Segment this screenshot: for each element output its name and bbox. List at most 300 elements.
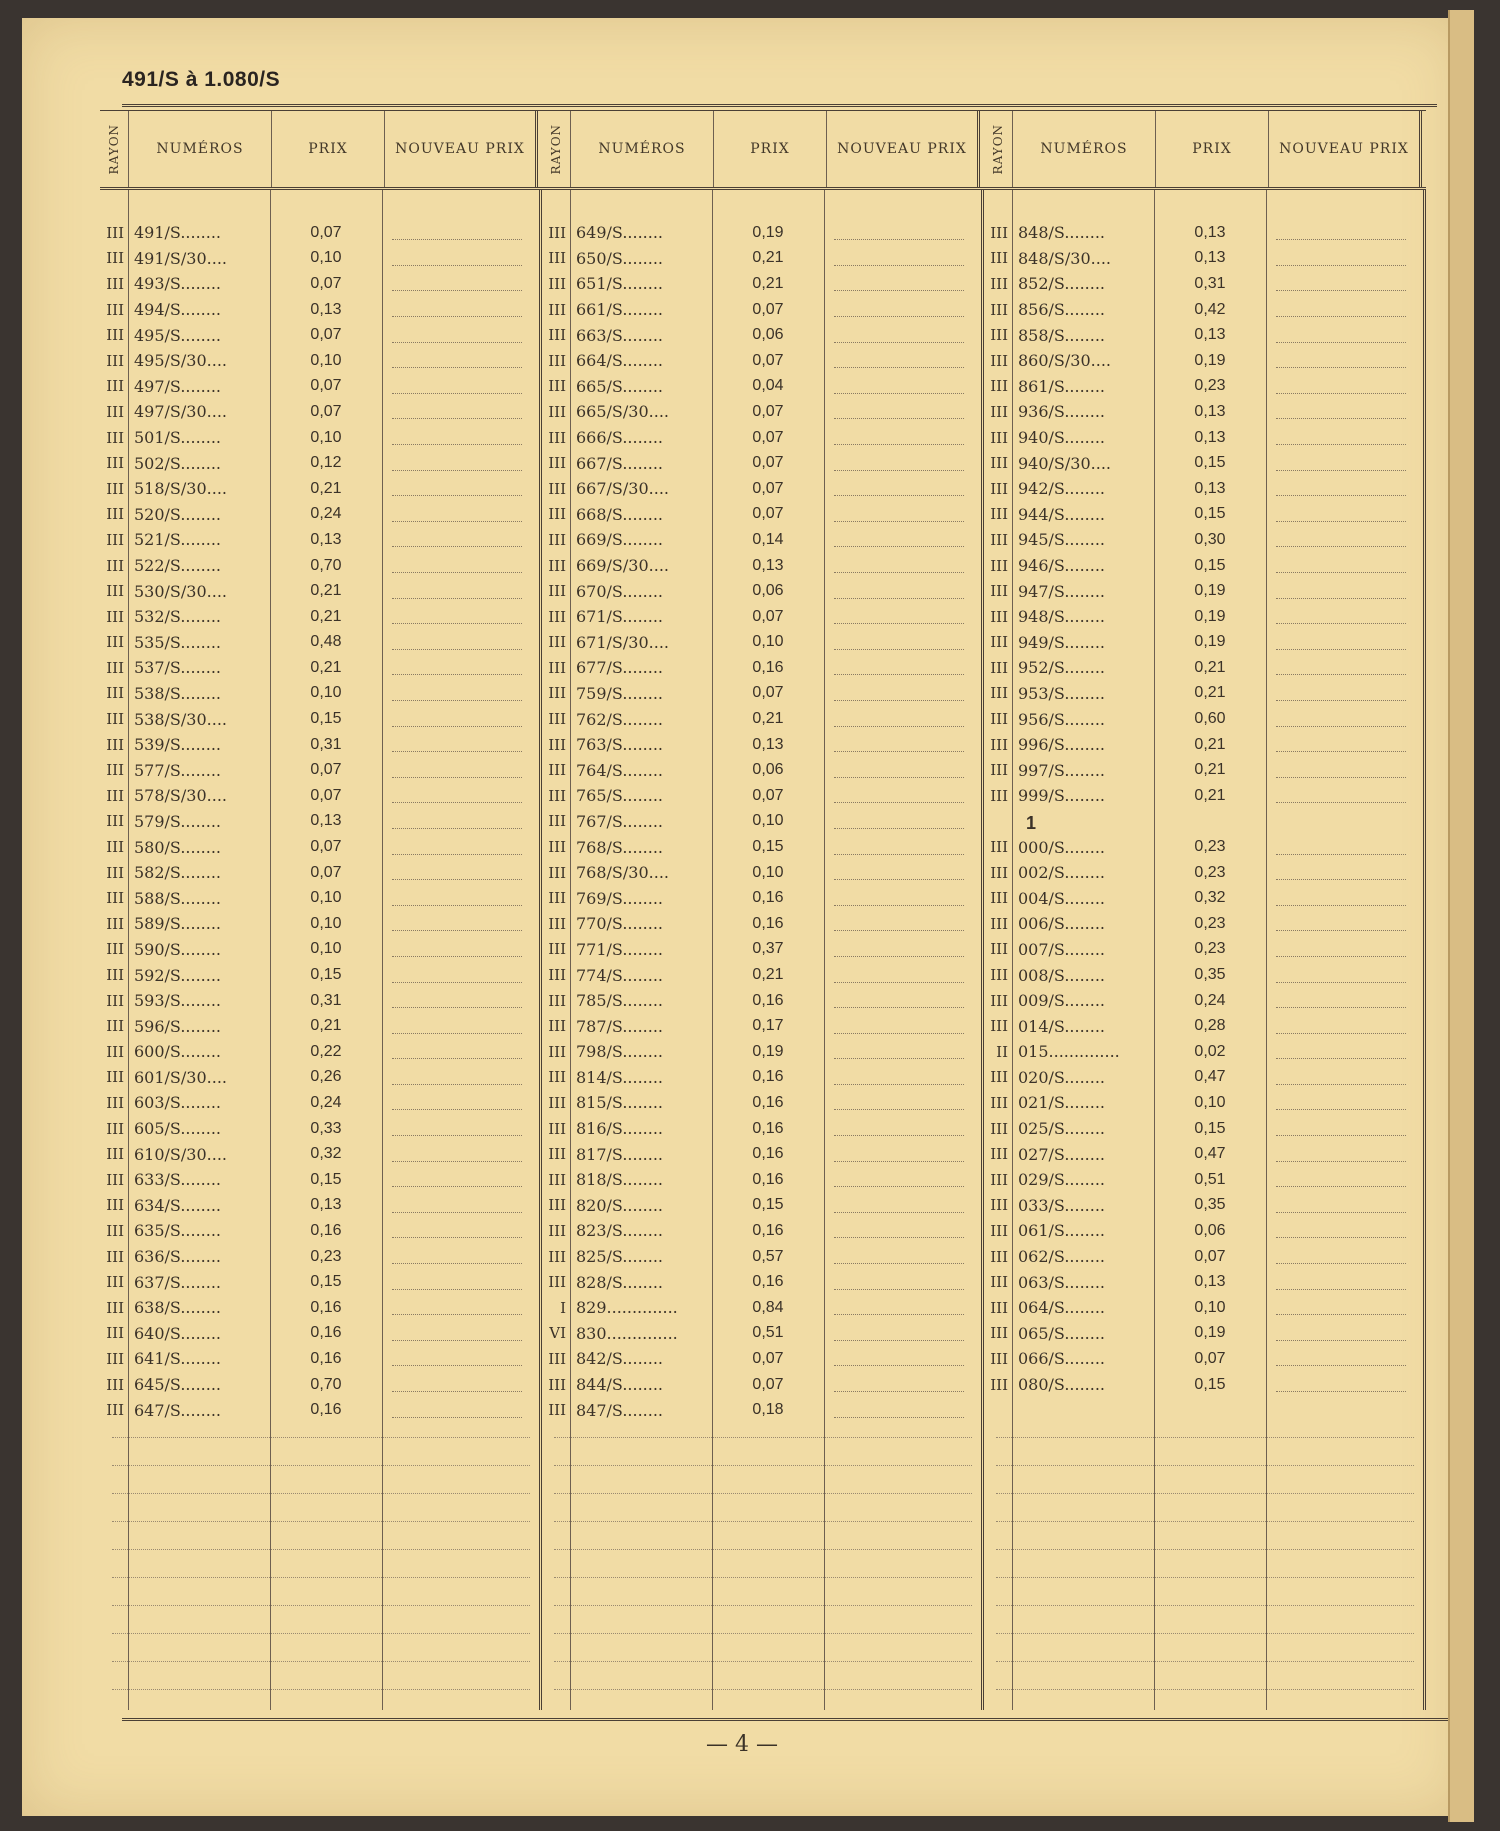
nouveau-prix-field[interactable] xyxy=(382,1070,532,1085)
table-row xyxy=(984,630,1426,656)
nouveau-prix-field[interactable] xyxy=(382,1121,532,1136)
nouveau-prix-field[interactable] xyxy=(382,763,532,778)
header-numeros: NUMÉROS xyxy=(571,111,714,187)
table-row xyxy=(984,1346,1426,1372)
table-row xyxy=(542,885,984,911)
nouveau-prix-field[interactable] xyxy=(1266,712,1416,727)
nouveau-prix-field[interactable] xyxy=(824,276,974,291)
rayon-cell: III xyxy=(548,326,566,345)
nouveau-prix-field[interactable] xyxy=(382,225,532,240)
nouveau-prix-field[interactable] xyxy=(1266,763,1416,778)
table-row xyxy=(984,425,1426,451)
nouveau-prix-field[interactable] xyxy=(1266,276,1416,291)
numero-cell: 861/S........ xyxy=(1018,376,1106,396)
table-row xyxy=(542,1065,984,1091)
nouveau-prix-field[interactable] xyxy=(382,379,532,394)
nouveau-prix-field[interactable] xyxy=(1266,456,1416,471)
nouveau-prix-field[interactable] xyxy=(824,1300,974,1315)
rayon-cell: III xyxy=(548,402,566,421)
table-row xyxy=(984,911,1426,937)
rayon-cell: III xyxy=(990,914,1008,933)
nouveau-prix-field[interactable] xyxy=(382,1019,532,1034)
numero-cell: 665/S/30.... xyxy=(576,402,669,422)
numero-cell: 999/S........ xyxy=(1018,786,1106,806)
top-rule xyxy=(122,104,1437,107)
prix-cell: 0,07 xyxy=(310,761,342,779)
page-number: — 4 — xyxy=(706,1732,778,1757)
table-row xyxy=(100,1244,542,1270)
rayon-cell: III xyxy=(990,402,1008,421)
rayon-cell: III xyxy=(548,1401,566,1420)
numero-cell: 029/S........ xyxy=(1018,1170,1106,1190)
numero-cell: 828/S........ xyxy=(576,1272,664,1292)
nouveau-prix-field[interactable] xyxy=(824,788,974,803)
numero-cell: 601/S/30.... xyxy=(134,1067,227,1087)
nouveau-prix-field[interactable] xyxy=(824,456,974,471)
prix-cell: 0,21 xyxy=(752,274,784,292)
rayon-cell: III xyxy=(990,607,1008,626)
nouveau-prix-field[interactable] xyxy=(1266,993,1416,1008)
nouveau-prix-field[interactable] xyxy=(1266,686,1416,701)
numero-cell: 770/S........ xyxy=(576,914,664,934)
table-block-1 xyxy=(100,110,542,1715)
rayon-cell: III xyxy=(548,658,566,677)
nouveau-prix-field[interactable] xyxy=(824,737,974,752)
nouveau-prix-field[interactable] xyxy=(824,532,974,547)
prix-cell: 0,10 xyxy=(310,428,342,446)
numero-cell: 635/S........ xyxy=(134,1221,222,1241)
nouveau-prix-field[interactable] xyxy=(824,1172,974,1187)
prix-cell: 0,16 xyxy=(752,1145,784,1163)
nouveau-prix-field[interactable] xyxy=(382,328,532,343)
nouveau-prix-field[interactable] xyxy=(1266,1121,1416,1136)
nouveau-prix-field[interactable] xyxy=(382,507,532,522)
rayon-cell: III xyxy=(106,454,124,473)
rayon-cell: III xyxy=(990,966,1008,985)
rayon-cell: III xyxy=(548,735,566,754)
numero-cell: 830.............. xyxy=(576,1323,678,1343)
nouveau-prix-field[interactable] xyxy=(382,686,532,701)
numero-cell: 669/S........ xyxy=(576,530,664,550)
nouveau-prix-field[interactable] xyxy=(1266,1223,1416,1238)
nouveau-prix-field[interactable] xyxy=(382,942,532,957)
nouveau-prix-field[interactable] xyxy=(824,763,974,778)
prix-cell: 0,15 xyxy=(752,1196,784,1214)
nouveau-prix-field[interactable] xyxy=(1266,737,1416,752)
rayon-cell: III xyxy=(548,300,566,319)
nouveau-prix-field[interactable] xyxy=(824,942,974,957)
numero-cell: 578/S/30.... xyxy=(134,786,227,806)
nouveau-prix-field[interactable] xyxy=(824,1351,974,1366)
nouveau-prix-field[interactable] xyxy=(1266,532,1416,547)
rayon-cell: III xyxy=(990,658,1008,677)
table-row xyxy=(542,425,984,451)
rayon-cell: III xyxy=(106,351,124,370)
header-numeros: NUMÉROS xyxy=(129,111,272,187)
nouveau-prix-field[interactable] xyxy=(1266,379,1416,394)
nouveau-prix-field[interactable] xyxy=(824,251,974,266)
nouveau-prix-field[interactable] xyxy=(382,840,532,855)
prix-cell: 0,12 xyxy=(310,454,342,472)
rayon-cell: III xyxy=(106,1298,124,1317)
prix-cell: 0,10 xyxy=(310,351,342,369)
nouveau-prix-field[interactable] xyxy=(824,404,974,419)
table-row xyxy=(984,1269,1426,1295)
nouveau-prix-field[interactable] xyxy=(382,1044,532,1059)
table-row xyxy=(100,604,542,630)
numero-cell: 004/S........ xyxy=(1018,888,1106,908)
nouveau-prix-field[interactable] xyxy=(382,558,532,573)
nouveau-prix-field[interactable] xyxy=(382,635,532,650)
table-row xyxy=(542,962,984,988)
numero-cell: 844/S........ xyxy=(576,1375,664,1395)
rayon-cell: III xyxy=(548,1247,566,1266)
prix-cell: 0,21 xyxy=(1194,786,1226,804)
rayon-cell: III xyxy=(106,1170,124,1189)
nouveau-prix-field[interactable] xyxy=(382,430,532,445)
nouveau-prix-field[interactable] xyxy=(382,302,532,317)
nouveau-prix-field[interactable] xyxy=(382,1326,532,1341)
nouveau-prix-field[interactable] xyxy=(824,353,974,368)
nouveau-prix-field[interactable] xyxy=(382,1198,532,1213)
prix-cell: 0,16 xyxy=(752,1170,784,1188)
nouveau-prix-field[interactable] xyxy=(1266,1351,1416,1366)
nouveau-prix-field[interactable] xyxy=(382,584,532,599)
numero-cell: 848/S/30.... xyxy=(1018,248,1111,268)
nouveau-prix-field[interactable] xyxy=(824,1326,974,1341)
nouveau-prix-field[interactable] xyxy=(1266,635,1416,650)
numero-cell: 667/S/30.... xyxy=(576,479,669,499)
nouveau-prix-field[interactable] xyxy=(382,1095,532,1110)
rayon-cell: III xyxy=(548,1349,566,1368)
nouveau-prix-field[interactable] xyxy=(1266,916,1416,931)
header-numeros: NUMÉROS xyxy=(1013,111,1156,187)
nouveau-prix-field[interactable] xyxy=(382,814,532,829)
prix-cell: 0,57 xyxy=(752,1247,784,1265)
nouveau-prix-field[interactable] xyxy=(1266,1377,1416,1392)
nouveau-prix-field[interactable] xyxy=(382,712,532,727)
rayon-cell: III xyxy=(548,710,566,729)
nouveau-prix-field[interactable] xyxy=(382,916,532,931)
nouveau-prix-field[interactable] xyxy=(382,1300,532,1315)
nouveau-prix-field[interactable] xyxy=(824,1198,974,1213)
prix-cell: 0,13 xyxy=(310,812,342,830)
nouveau-prix-field[interactable] xyxy=(382,1275,532,1290)
numero-cell: 936/S........ xyxy=(1018,402,1106,422)
table-row xyxy=(542,911,984,937)
nouveau-prix-field[interactable] xyxy=(1266,353,1416,368)
prix-cell: 0,35 xyxy=(1194,966,1226,984)
rayon-cell: III xyxy=(990,351,1008,370)
numero-cell: 605/S........ xyxy=(134,1119,222,1139)
rayon-cell: III xyxy=(106,889,124,908)
rayon-cell: III xyxy=(548,1119,566,1138)
table-row xyxy=(984,1065,1426,1091)
numero-cell: 000/S........ xyxy=(1018,837,1106,857)
nouveau-prix-field[interactable] xyxy=(824,1223,974,1238)
nouveau-prix-field[interactable] xyxy=(824,481,974,496)
nouveau-prix-field[interactable] xyxy=(382,1147,532,1162)
numero-cell: 814/S........ xyxy=(576,1067,664,1087)
nouveau-prix-field[interactable] xyxy=(1266,891,1416,906)
nouveau-prix-field[interactable] xyxy=(1266,1147,1416,1162)
table-row xyxy=(984,271,1426,297)
rayon-cell: III xyxy=(548,505,566,524)
nouveau-prix-field[interactable] xyxy=(1266,968,1416,983)
table-row xyxy=(984,374,1426,400)
numero-cell: 949/S........ xyxy=(1018,632,1106,652)
nouveau-prix-field[interactable] xyxy=(382,1223,532,1238)
nouveau-prix-field[interactable] xyxy=(824,993,974,1008)
nouveau-prix-field[interactable] xyxy=(824,1044,974,1059)
numero-cell: 996/S........ xyxy=(1018,735,1106,755)
table-row xyxy=(542,1244,984,1270)
prix-cell: 0,10 xyxy=(752,812,784,830)
nouveau-prix-field[interactable] xyxy=(382,993,532,1008)
nouveau-prix-field[interactable] xyxy=(824,660,974,675)
nouveau-prix-field[interactable] xyxy=(382,251,532,266)
numero-cell: 944/S........ xyxy=(1018,504,1106,524)
numero-cell: 491/S/30.... xyxy=(134,248,227,268)
prix-cell: 0,16 xyxy=(752,1093,784,1111)
numero-cell: 946/S........ xyxy=(1018,556,1106,576)
prix-cell: 0,13 xyxy=(310,530,342,548)
prix-cell: 0,07 xyxy=(752,786,784,804)
rayon-cell: III xyxy=(106,249,124,268)
nouveau-prix-field[interactable] xyxy=(382,660,532,675)
nouveau-prix-field[interactable] xyxy=(824,865,974,880)
table-row xyxy=(542,1141,984,1167)
nouveau-prix-field[interactable] xyxy=(1266,788,1416,803)
table-row xyxy=(100,1346,542,1372)
nouveau-prix-field[interactable] xyxy=(824,328,974,343)
nouveau-prix-field[interactable] xyxy=(1266,1019,1416,1034)
nouveau-prix-field[interactable] xyxy=(382,865,532,880)
table-row xyxy=(100,655,542,681)
numero-cell: 580/S........ xyxy=(134,837,222,857)
page-title: 491/S à 1.080/S xyxy=(122,68,281,91)
nouveau-prix-field[interactable] xyxy=(1266,1172,1416,1187)
numero-cell: 600/S........ xyxy=(134,1042,222,1062)
nouveau-prix-field[interactable] xyxy=(382,404,532,419)
nouveau-prix-field[interactable] xyxy=(382,532,532,547)
nouveau-prix-field[interactable] xyxy=(1266,481,1416,496)
numero-cell: 940/S/30.... xyxy=(1018,453,1111,473)
nouveau-prix-field[interactable] xyxy=(1266,225,1416,240)
rayon-cell: III xyxy=(106,428,124,447)
rayon-cell: III xyxy=(106,940,124,959)
header-rayon: RAYON xyxy=(100,111,129,187)
numero-cell: 062/S........ xyxy=(1018,1247,1106,1267)
numero-cell: 518/S/30.... xyxy=(134,479,227,499)
nouveau-prix-field[interactable] xyxy=(1266,251,1416,266)
table-row xyxy=(100,578,542,604)
rayon-cell: III xyxy=(106,1221,124,1240)
rayon-cell: III xyxy=(106,402,124,421)
nouveau-prix-field[interactable] xyxy=(824,379,974,394)
prix-cell: 0,13 xyxy=(310,1196,342,1214)
nouveau-prix-field[interactable] xyxy=(824,840,974,855)
nouveau-prix-field[interactable] xyxy=(382,1351,532,1366)
numero-cell: 637/S........ xyxy=(134,1272,222,1292)
numero-cell: 762/S........ xyxy=(576,709,664,729)
nouveau-prix-field[interactable] xyxy=(382,968,532,983)
nouveau-prix-field[interactable] xyxy=(382,276,532,291)
rayon-cell: III xyxy=(990,1017,1008,1036)
rayon-cell: III xyxy=(106,1349,124,1368)
nouveau-prix-field[interactable] xyxy=(1266,1095,1416,1110)
prix-cell: 0,23 xyxy=(1194,838,1226,856)
nouveau-prix-field[interactable] xyxy=(824,1121,974,1136)
numero-cell: 825/S........ xyxy=(576,1247,664,1267)
nouveau-prix-field[interactable] xyxy=(824,558,974,573)
numero-cell: 765/S........ xyxy=(576,786,664,806)
prix-cell: 0,19 xyxy=(1194,582,1226,600)
table-row xyxy=(100,1193,542,1219)
table-row xyxy=(542,527,984,553)
nouveau-prix-field[interactable] xyxy=(1266,302,1416,317)
nouveau-prix-field[interactable] xyxy=(824,1019,974,1034)
nouveau-prix-field[interactable] xyxy=(1266,404,1416,419)
prix-cell: 0,21 xyxy=(1194,761,1226,779)
table-row xyxy=(100,1090,542,1116)
rayon-cell: III xyxy=(548,1145,566,1164)
table-row xyxy=(100,706,542,732)
nouveau-prix-field[interactable] xyxy=(382,456,532,471)
nouveau-prix-field[interactable] xyxy=(824,712,974,727)
numero-cell: 764/S........ xyxy=(576,760,664,780)
numero-cell: 501/S........ xyxy=(134,428,222,448)
nouveau-prix-field[interactable] xyxy=(1266,558,1416,573)
rayon-cell: III xyxy=(990,735,1008,754)
nouveau-prix-field[interactable] xyxy=(824,507,974,522)
rayon-cell: III xyxy=(548,530,566,549)
nouveau-prix-field[interactable] xyxy=(382,353,532,368)
table-row xyxy=(100,246,542,272)
nouveau-prix-field[interactable] xyxy=(824,302,974,317)
nouveau-prix-field[interactable] xyxy=(824,430,974,445)
table-row xyxy=(100,527,542,553)
table-row xyxy=(984,322,1426,348)
nouveau-prix-field[interactable] xyxy=(382,788,532,803)
rayon-cell: III xyxy=(548,1221,566,1240)
nouveau-prix-field[interactable] xyxy=(1266,1249,1416,1264)
nouveau-prix-field[interactable] xyxy=(1266,1326,1416,1341)
table-row xyxy=(100,399,542,425)
nouveau-prix-field[interactable] xyxy=(824,584,974,599)
nouveau-prix-field[interactable] xyxy=(1266,328,1416,343)
nouveau-prix-field[interactable] xyxy=(382,1172,532,1187)
numero-cell: 817/S........ xyxy=(576,1144,664,1164)
table-row xyxy=(542,399,984,425)
prix-cell: 0,21 xyxy=(310,582,342,600)
prix-cell: 0,16 xyxy=(310,1349,342,1367)
nouveau-prix-field[interactable] xyxy=(1266,507,1416,522)
table-row xyxy=(984,988,1426,1014)
prix-cell: 0,15 xyxy=(1194,1375,1226,1393)
prix-cell: 0,07 xyxy=(752,454,784,472)
nouveau-prix-field[interactable] xyxy=(1266,942,1416,957)
nouveau-prix-field[interactable] xyxy=(824,225,974,240)
prix-cell: 0,10 xyxy=(1194,1093,1226,1111)
numero-cell: 002/S........ xyxy=(1018,863,1106,883)
header-nouveau-prix: NOUVEAU PRIX xyxy=(1269,111,1422,187)
nouveau-prix-field[interactable] xyxy=(824,1249,974,1264)
nouveau-prix-field[interactable] xyxy=(824,814,974,829)
prix-cell: 0,13 xyxy=(1194,402,1226,420)
table-row xyxy=(542,757,984,783)
table-header xyxy=(984,110,1426,190)
nouveau-prix-field[interactable] xyxy=(824,916,974,931)
nouveau-prix-field[interactable] xyxy=(824,891,974,906)
table-block-2 xyxy=(542,110,984,1715)
rayon-cell: III xyxy=(990,274,1008,293)
rayon-cell: III xyxy=(990,530,1008,549)
nouveau-prix-field[interactable] xyxy=(824,1377,974,1392)
rayon-cell: III xyxy=(548,351,566,370)
numero-cell: 491/S........ xyxy=(134,223,222,243)
nouveau-prix-field[interactable] xyxy=(824,686,974,701)
nouveau-prix-field[interactable] xyxy=(824,1147,974,1162)
rayon-cell: III xyxy=(548,1068,566,1087)
nouveau-prix-field[interactable] xyxy=(1266,865,1416,880)
numero-cell: 061/S........ xyxy=(1018,1221,1106,1241)
rayon-cell: III xyxy=(990,1273,1008,1292)
nouveau-prix-field[interactable] xyxy=(824,968,974,983)
nouveau-prix-field[interactable] xyxy=(1266,660,1416,675)
nouveau-prix-field[interactable] xyxy=(1266,1044,1416,1059)
nouveau-prix-field[interactable] xyxy=(1266,609,1416,624)
numero-cell: 645/S........ xyxy=(134,1375,222,1395)
nouveau-prix-field[interactable] xyxy=(1266,584,1416,599)
numero-cell: 820/S........ xyxy=(576,1195,664,1215)
nouveau-prix-field[interactable] xyxy=(1266,430,1416,445)
prix-cell: 0,06 xyxy=(752,761,784,779)
table-row xyxy=(984,1321,1426,1347)
prix-cell: 0,07 xyxy=(310,377,342,395)
nouveau-prix-field[interactable] xyxy=(382,1377,532,1392)
prix-cell: 0,13 xyxy=(310,300,342,318)
rows-list xyxy=(984,220,1426,1397)
nouveau-prix-field[interactable] xyxy=(382,1249,532,1264)
table-row xyxy=(984,246,1426,272)
nouveau-prix-field[interactable] xyxy=(824,1275,974,1290)
table-row xyxy=(542,1013,984,1039)
table-row xyxy=(542,860,984,886)
prix-cell: 0,32 xyxy=(310,1145,342,1163)
nouveau-prix-field[interactable] xyxy=(382,481,532,496)
nouveau-prix-field[interactable] xyxy=(824,1095,974,1110)
nouveau-prix-field[interactable] xyxy=(1266,1275,1416,1290)
nouveau-prix-field[interactable] xyxy=(382,609,532,624)
rayon-cell: III xyxy=(106,658,124,677)
nouveau-prix-field[interactable] xyxy=(1266,1070,1416,1085)
prix-cell: 0,21 xyxy=(1194,658,1226,676)
nouveau-prix-field[interactable] xyxy=(1266,840,1416,855)
nouveau-prix-field[interactable] xyxy=(824,609,974,624)
nouveau-prix-field[interactable] xyxy=(1266,1198,1416,1213)
table-row xyxy=(984,450,1426,476)
numero-cell: 520/S........ xyxy=(134,504,222,524)
prix-cell: 0,48 xyxy=(310,633,342,651)
nouveau-prix-field[interactable] xyxy=(1266,1300,1416,1315)
nouveau-prix-field[interactable] xyxy=(824,1070,974,1085)
nouveau-prix-field[interactable] xyxy=(382,737,532,752)
nouveau-prix-field[interactable] xyxy=(382,891,532,906)
table-row xyxy=(100,1065,542,1091)
nouveau-prix-field[interactable] xyxy=(824,635,974,650)
table-row xyxy=(100,1295,542,1321)
